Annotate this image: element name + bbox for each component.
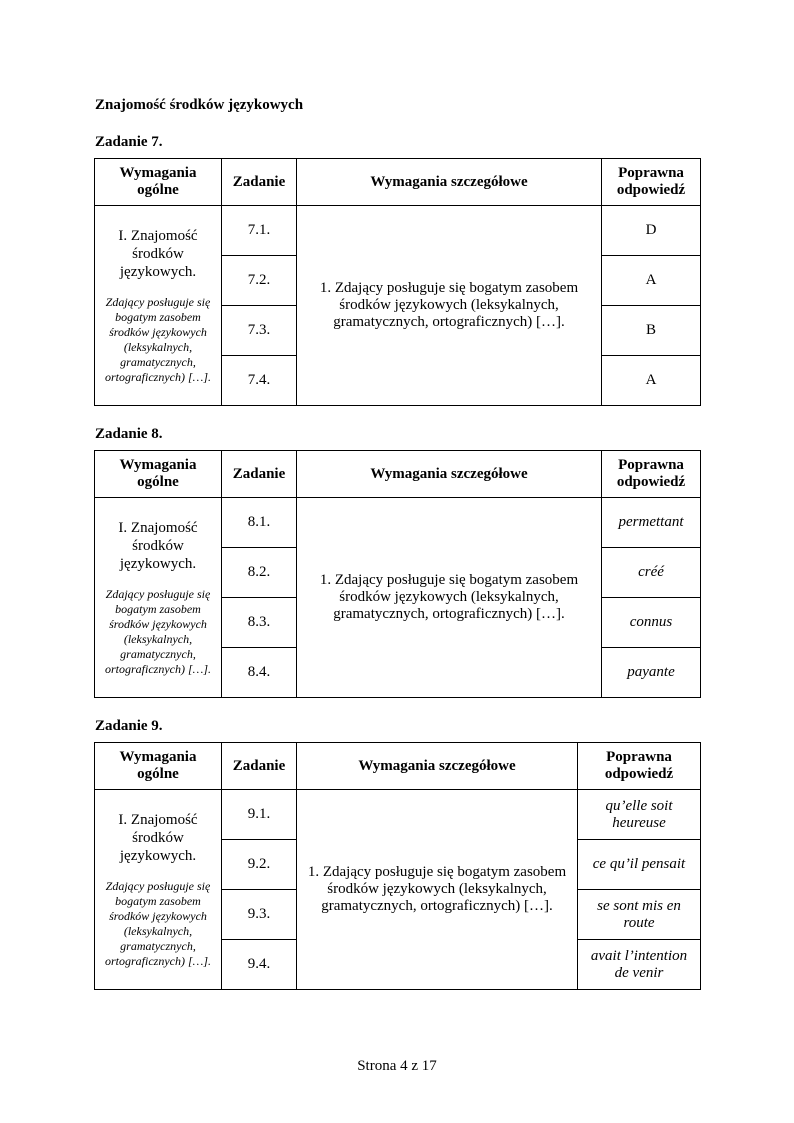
page-footer: Strona 4 z 17	[357, 1058, 437, 1074]
answer: connus	[602, 598, 701, 648]
header-general: Wymagania ogólne	[95, 159, 222, 206]
task-7-table	[94, 158, 701, 406]
task-9-title: Zadanie 9.	[95, 718, 163, 734]
task-id: 9.1.	[222, 790, 297, 840]
general-sub: Zdający posługuje się bogatym zasobem środków językowych (leksykalnych, gramatycznych, ortograficznych) […].	[105, 294, 211, 384]
general-main: I. Znajomość środków językowych.	[118, 811, 198, 864]
general-main: I. Znajomość środków językowych.	[118, 519, 198, 572]
general-requirement	[95, 498, 222, 698]
task-id: 8.2.	[222, 548, 297, 598]
answer: qu’elle soit heureuse	[578, 790, 701, 840]
answer: avait l’intention de venir	[578, 940, 701, 990]
detailed-requirement: 1. Zdający posługuje się bogatym zasobem środków językowych (leksykalnych, gramatycznych, ortograficznych) […].	[297, 790, 578, 990]
header-answer: Poprawna odpowiedź	[602, 451, 701, 498]
answer: permettant	[602, 498, 701, 548]
general-sub: Zdający posługuje się bogatym zasobem środków językowych (leksykalnych, gramatycznych, ortograficznych) […].	[105, 586, 211, 676]
task-9-table	[94, 742, 701, 990]
task-id: 8.1.	[222, 498, 297, 548]
task-id: 7.2.	[222, 256, 297, 306]
section-title: Znajomość środków językowych	[95, 97, 304, 113]
header-task: Zadanie	[222, 451, 297, 498]
task-id: 7.1.	[222, 206, 297, 256]
answer: B	[602, 306, 701, 356]
general-sub: Zdający posługuje się bogatym zasobem środków językowych (leksykalnych, gramatycznych, ortograficznych) […].	[105, 878, 211, 968]
answer: A	[602, 256, 701, 306]
general-requirement	[95, 790, 222, 990]
detailed-requirement: 1. Zdający posługuje się bogatym zasobem środków językowych (leksykalnych, gramatycznych, ortograficznych) […].	[297, 498, 602, 698]
header-task: Zadanie	[222, 743, 297, 790]
task-id: 8.3.	[222, 598, 297, 648]
detailed-requirement: 1. Zdający posługuje się bogatym zasobem środków językowych (leksykalnych, gramatycznych, ortograficznych) […].	[297, 206, 602, 406]
header-answer: Poprawna odpowiedź	[602, 159, 701, 206]
header-detailed: Wymagania szczegółowe	[297, 451, 602, 498]
task-7-title: Zadanie 7.	[95, 134, 163, 150]
header-general: Wymagania ogólne	[95, 743, 222, 790]
task-id: 8.4.	[222, 648, 297, 698]
header-general: Wymagania ogólne	[95, 451, 222, 498]
header-answer: Poprawna odpowiedź	[578, 743, 701, 790]
general-requirement	[95, 206, 222, 406]
header-task: Zadanie	[222, 159, 297, 206]
general-main: I. Znajomość środków językowych.	[118, 227, 198, 280]
answer: D	[602, 206, 701, 256]
header-detailed: Wymagania szczegółowe	[297, 743, 578, 790]
task-id: 9.3.	[222, 890, 297, 940]
task-8-table	[94, 450, 701, 698]
answer: A	[602, 356, 701, 406]
task-id: 9.4.	[222, 940, 297, 990]
answer: ce qu’il pensait	[578, 840, 701, 890]
answer: payante	[602, 648, 701, 698]
task-id: 7.4.	[222, 356, 297, 406]
answer: se sont mis en route	[578, 890, 701, 940]
header-detailed: Wymagania szczegółowe	[297, 159, 602, 206]
task-id: 7.3.	[222, 306, 297, 356]
task-8-title: Zadanie 8.	[95, 426, 163, 442]
task-id: 9.2.	[222, 840, 297, 890]
answer: créé	[602, 548, 701, 598]
